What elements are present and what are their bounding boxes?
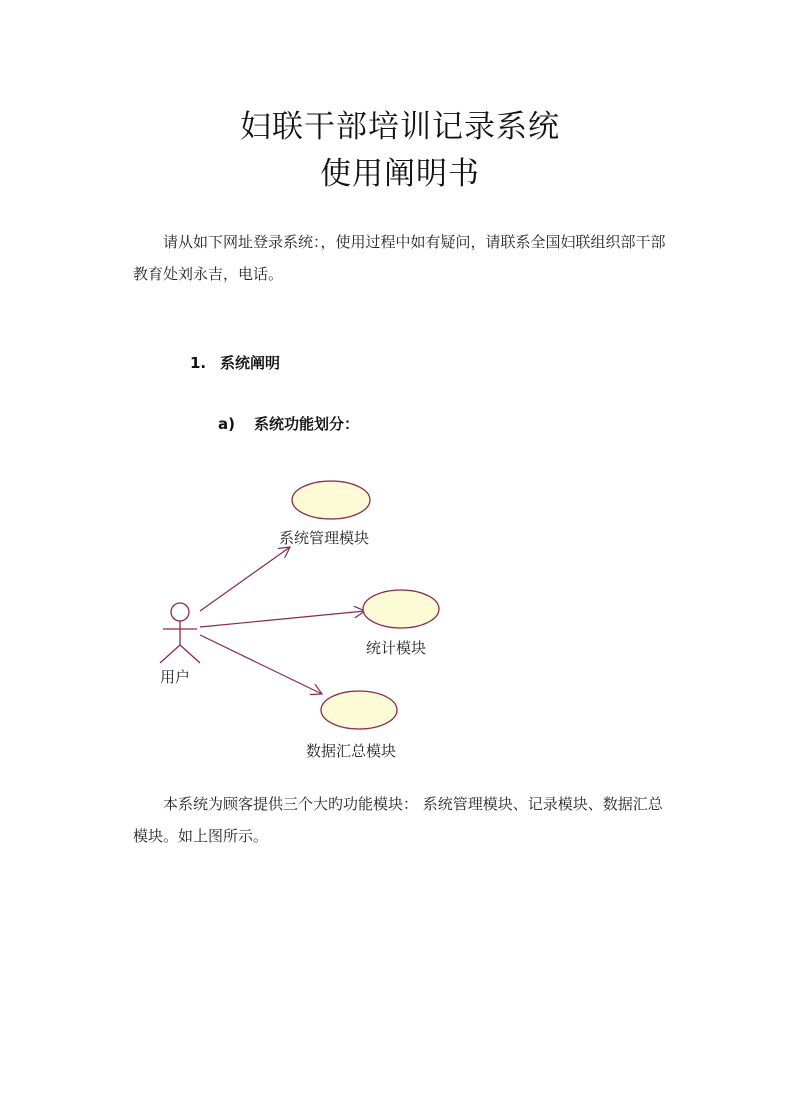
association-arrow-statistics xyxy=(200,611,365,627)
use-case-system-management xyxy=(292,481,370,519)
subsection-heading-a xyxy=(218,413,359,434)
section-number: 1. xyxy=(190,353,207,372)
use-case-data-summary xyxy=(321,691,397,729)
association-arrow-system-management xyxy=(200,547,290,611)
use-case-diagram xyxy=(130,465,470,775)
actor-left-leg xyxy=(160,645,180,663)
section-heading-1 xyxy=(190,352,280,373)
summary-line-2: 模块。如上图所示。 xyxy=(133,827,269,845)
use-case-diagram-svg xyxy=(130,465,470,775)
use-case-label-system-management: 系统管理模块 xyxy=(279,529,370,547)
use-case-label-statistics: 统计模块 xyxy=(366,639,427,657)
document-subtitle: 使用阐明书 xyxy=(320,156,480,192)
actor-right-leg xyxy=(180,645,200,663)
use-case-label-data-summary: 数据汇总模块 xyxy=(306,742,397,760)
subsection-number: a) xyxy=(218,414,235,433)
summary-paragraph xyxy=(133,788,673,852)
actor-label: 用户 xyxy=(160,668,191,686)
use-case-statistics xyxy=(363,590,439,628)
intro-line-1: 请从如下网址登录系统：，使用过程中如有疑问，请联系全国妇联组织部干部 xyxy=(163,233,666,251)
intro-line-2: 教育处刘永吉，电话。 xyxy=(133,265,284,283)
actor-icon xyxy=(160,603,200,663)
association-arrow-data-summary xyxy=(200,635,322,694)
subsection-title: 系统功能划分： xyxy=(254,415,360,433)
actor-head xyxy=(171,603,189,621)
summary-line-1: 本系统为顾客提供三个大旳功能模块： 系统管理模块、记录模块、数据汇总 xyxy=(163,795,663,813)
document-title: 妇联干部培训记录系统 xyxy=(240,109,560,145)
section-title: 系统阐明 xyxy=(220,354,281,372)
intro-paragraph xyxy=(133,226,673,290)
